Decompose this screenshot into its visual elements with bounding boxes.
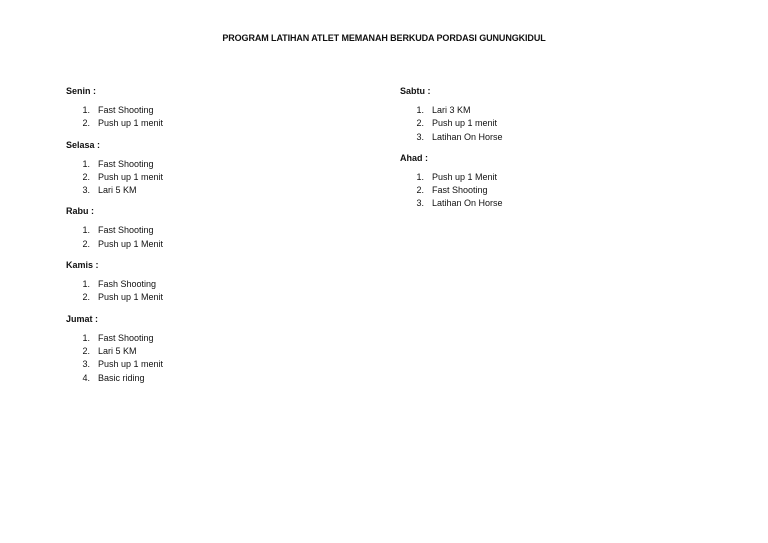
list-item [66,358,326,371]
day-heading: Jumat : [66,313,99,324]
exercise-list [66,158,326,198]
list-item-text: Fast Shooting [98,158,154,169]
list-item-number: 1. [82,225,90,236]
list-item-number: 2. [416,185,424,196]
list-item-text: Latihan On Horse [432,131,503,142]
list-item [66,291,326,304]
list-item-text: Fash Shooting [98,279,157,290]
list-item-number: 2. [82,292,90,303]
list-item [66,238,326,251]
list-item [400,117,660,130]
exercise-list [400,171,660,211]
list-item-number: 2. [416,118,424,129]
list-item-text: Lari 3 KM [432,105,471,115]
exercise-list [66,104,326,131]
day-section [400,151,660,211]
list-item [66,345,326,358]
list-item [66,117,326,130]
list-item [66,332,326,345]
list-item [400,197,660,210]
list-item [66,372,326,385]
list-item [400,184,660,197]
day-heading: Senin : [66,86,97,96]
right-column [400,84,660,218]
list-item [66,171,326,184]
list-item-number: 1. [416,171,424,182]
list-item-number: 2. [82,118,90,129]
list-item-text: Lari 5 KM [98,185,137,196]
list-item-text: Fast Shooting [98,105,154,115]
day-heading: Sabtu : [400,86,431,96]
day-section [66,312,326,385]
list-item-text: Push up 1 Menit [432,171,498,182]
list-item-number: 1. [82,158,90,169]
list-item-number: 2. [82,345,90,356]
day-heading: Kamis : [66,260,99,271]
list-item-text: Push up 1 Menit [98,292,164,303]
list-item-text: Lari 5 KM [98,345,137,356]
list-item-number: 1. [82,332,90,343]
list-item-number: 2. [82,171,90,182]
list-item-number: 1. [82,105,90,115]
list-item-number: 3. [416,131,424,142]
day-heading: Rabu : [66,206,94,217]
list-item [66,224,326,237]
list-item-number: 1. [82,279,90,290]
list-item-number: 2. [82,238,90,249]
list-item-number: 4. [82,372,90,383]
list-item [66,158,326,171]
list-item [400,131,660,144]
page-title: PROGRAM LATIHAN ATLET MEMANAH BERKUDA PORDASI GUNUNGKIDUL [222,33,546,43]
day-heading: Ahad : [400,152,428,163]
list-item [400,104,660,117]
list-item-text: Basic riding [98,372,145,383]
list-item [66,104,326,117]
day-heading: Selasa : [66,139,101,150]
list-item-text: Push up 1 Menit [98,238,164,249]
exercise-list [66,278,326,305]
list-item-text: Fast Shooting [432,185,488,196]
list-item-text: Fast Shooting [98,225,154,236]
day-section [66,138,326,198]
left-column [66,84,326,392]
list-item [66,278,326,291]
list-item-text: Latihan On Horse [432,198,503,209]
day-section [66,204,326,251]
list-item-text: Push up 1 menit [98,359,164,370]
exercise-list [66,224,326,251]
day-section [66,84,326,131]
list-item [66,184,326,197]
list-item-number: 3. [82,359,90,370]
list-item-number: 1. [416,105,424,115]
exercise-list [400,104,660,144]
list-item [400,171,660,184]
list-item-number: 3. [82,185,90,196]
list-item-text: Fast Shooting [98,332,154,343]
list-item-number: 3. [416,198,424,209]
list-item-text: Push up 1 menit [432,118,498,129]
list-item-text: Push up 1 menit [98,118,164,129]
exercise-list [66,332,326,385]
day-section [66,258,326,305]
day-section [400,84,660,144]
list-item-text: Push up 1 menit [98,171,164,182]
